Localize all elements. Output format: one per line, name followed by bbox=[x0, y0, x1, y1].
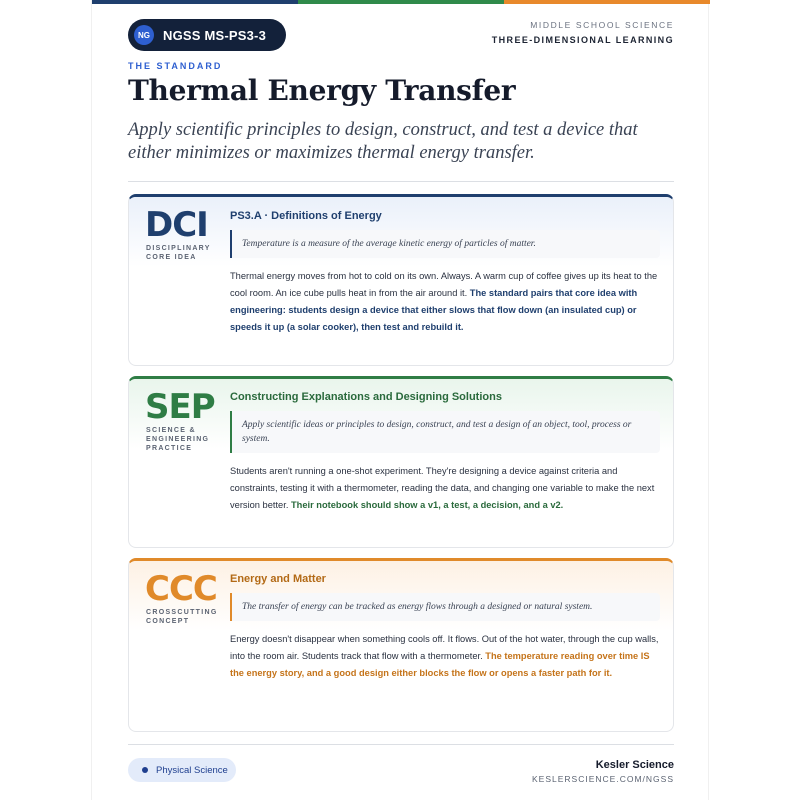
bullet-dot-icon bbox=[142, 767, 148, 773]
top-bar-segment-blue bbox=[92, 0, 298, 4]
ccc-abbreviation: CCC bbox=[145, 569, 217, 609]
dci-card bbox=[128, 194, 674, 366]
sep-card bbox=[128, 376, 674, 548]
subject-chip[interactable] bbox=[128, 758, 236, 782]
sep-paragraph-emphasis: Their notebook should show a v1, a test, a decision, and a v2. bbox=[291, 500, 564, 510]
ccc-heading: Energy and Matter bbox=[230, 573, 326, 585]
top-bar-segment-green bbox=[298, 0, 504, 4]
dci-paragraph bbox=[230, 268, 660, 336]
ccc-body bbox=[230, 573, 660, 682]
sep-full-name: SCIENCE & ENGINEERING PRACTICE bbox=[146, 427, 210, 452]
dci-abbreviation: DCI bbox=[145, 205, 208, 245]
brand-name: Kesler Science bbox=[595, 759, 674, 771]
ccc-quote: The transfer of energy can be tracked as energy flows through a designed or natural system. bbox=[230, 593, 660, 621]
dci-full-name: DISCIPLINARY CORE IDEA bbox=[146, 245, 211, 261]
ccc-full-name: CROSSCUTTING CONCEPT bbox=[146, 609, 218, 625]
ngss-logo-icon: NG bbox=[134, 25, 154, 45]
sep-paragraph bbox=[230, 463, 660, 514]
sep-quote: Apply scientific ideas or principles to design, construct, and test a design of an object, tool, process or system. bbox=[230, 411, 660, 453]
page bbox=[91, 0, 709, 800]
ccc-card bbox=[128, 558, 674, 732]
dci-heading: PS3.A · Definitions of Energy bbox=[230, 210, 382, 222]
page-subtitle: Apply scientific principles to design, construct, and test a device that either minimizes or maximizes thermal energy transfer. bbox=[128, 120, 638, 163]
standard-code: NGSS MS-PS3-3 bbox=[163, 27, 267, 43]
sep-paragraph-text: Students aren't running a one-shot experiment. They're designing a device against criteria and constraints, testing it with a thermometer, reading the data, and changing one variable to make the next version better. bbox=[230, 466, 655, 510]
page-title: Thermal Energy Transfer bbox=[128, 74, 516, 107]
ccc-paragraph-emphasis: The temperature reading over time IS the energy story, and a good design either blocks the flow or opens a faster path for it. bbox=[230, 651, 650, 678]
sep-heading: Constructing Explanations and Designing Solutions bbox=[230, 391, 502, 403]
grade-level-label: MIDDLE SCHOOL SCIENCE bbox=[530, 20, 674, 30]
dci-paragraph-text: Thermal energy moves from hot to cold on its own. Always. A warm cup of coffee gives up its heat to the cool room. An ice cube pulls heat in from the air around it. bbox=[230, 271, 658, 298]
dci-body bbox=[230, 210, 660, 336]
section-eyebrow: THE STANDARD bbox=[128, 61, 223, 71]
brand-block bbox=[532, 759, 674, 784]
header-meta bbox=[492, 20, 674, 45]
top-color-bar bbox=[92, 0, 710, 4]
divider bbox=[128, 181, 674, 182]
footer-divider bbox=[128, 744, 674, 745]
sep-abbreviation: SEP bbox=[145, 387, 215, 427]
dci-paragraph-emphasis: The standard pairs that core idea with engineering: students design a device that either slows that flow down (an insulated cup) or speeds it up (a solar cooker), then test and rebuild it. bbox=[230, 288, 638, 332]
sep-body bbox=[230, 391, 660, 514]
ccc-paragraph bbox=[230, 631, 660, 682]
brand-url[interactable]: KESLERSCIENCE.COM/NGSS bbox=[532, 774, 674, 784]
subject-chip-label: Physical Science bbox=[156, 764, 228, 776]
top-bar-segment-orange bbox=[504, 0, 710, 4]
dci-quote: Temperature is a measure of the average kinetic energy of particles of matter. bbox=[230, 230, 660, 258]
ccc-paragraph-text: Energy doesn't disappear when something cools off. It flows. Out of the hot water, through the cup walls, into the room air. Students track that flow with a thermometer. bbox=[230, 634, 659, 661]
standard-pill bbox=[128, 19, 286, 51]
learning-type-label: THREE-DIMENSIONAL LEARNING bbox=[491, 35, 674, 45]
